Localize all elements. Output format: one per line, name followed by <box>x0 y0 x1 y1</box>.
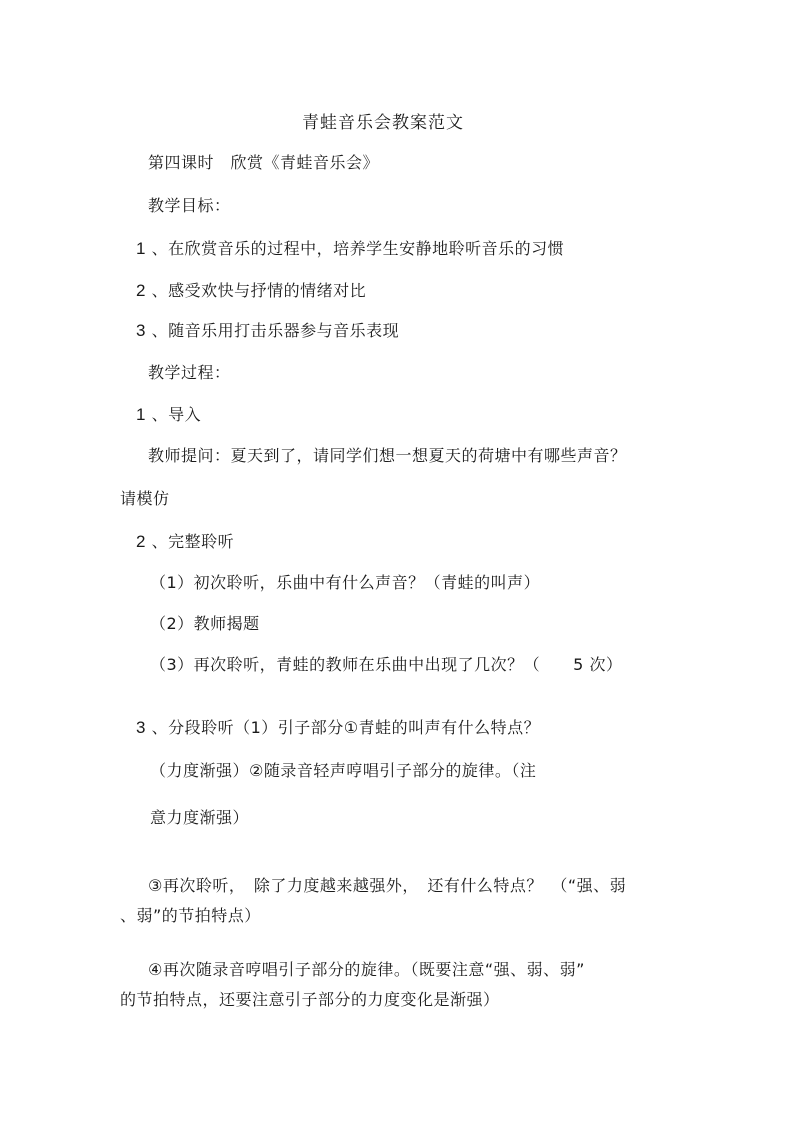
paragraph-line: 意力度渐强） <box>150 808 250 827</box>
paragraph-line: ④再次随录音哼唱引子部分的旋律。（既要注意“强、弱、弱” <box>148 960 585 979</box>
paragraph-line: 的节拍特点，还要注意引子部分的力度变化是渐强） <box>120 990 500 1009</box>
lesson-heading: 第四课时 欣赏《青蛙音乐会》 <box>148 153 380 172</box>
goal-text: 、感受欢快与抒情的情绪对比 <box>151 281 367 300</box>
goals-heading: 教学目标： <box>148 196 231 215</box>
goal-text: 、随音乐用打击乐器参与音乐表现 <box>151 321 400 340</box>
list-item: （1）初次聆听，乐曲中有什么声音？（青蛙的叫声） <box>150 573 541 592</box>
goal-number: 3 <box>136 321 146 340</box>
step-heading <box>136 405 201 425</box>
goal-item <box>136 281 366 301</box>
step-text: 、分段聆听（1）引子部分①青蛙的叫声有什么特点？ <box>151 718 541 737</box>
step-heading <box>136 532 234 552</box>
step-number: 3 <box>136 718 146 737</box>
step-heading <box>136 718 540 738</box>
step-text: 、导入 <box>151 405 202 424</box>
step-text: 、完整聆听 <box>151 532 235 551</box>
step-number: 1 <box>136 405 146 424</box>
paragraph-line: 请模仿 <box>120 489 170 508</box>
process-heading: 教学过程： <box>148 363 231 382</box>
step-number: 2 <box>136 532 146 551</box>
paragraph-line: （力度渐强）②随录音轻声哼唱引子部分的旋律。（注 <box>150 761 537 780</box>
paragraph-line: ③再次聆听， 除了力度越来越强外， 还有什么特点？ （“强、弱 <box>148 876 627 895</box>
paragraph-line: 、弱”的节拍特点） <box>120 906 261 925</box>
goal-number: 2 <box>136 281 146 300</box>
paragraph-line: 教师提问：夏天到了，请同学们想一想夏天的荷塘中有哪些声音？ <box>148 446 627 465</box>
goal-item <box>136 239 564 259</box>
list-item: （3）再次聆听，青蛙的教师在乐曲中出现了几次？（ 5 次） <box>150 655 623 674</box>
goal-text: 、在欣赏音乐的过程中，培养学生安静地聆听音乐的习惯 <box>151 239 565 258</box>
document-title: 青蛙音乐会教案范文 <box>302 113 464 133</box>
list-item: （2）教师揭题 <box>150 614 260 633</box>
goal-number: 1 <box>136 239 146 258</box>
goal-item <box>136 321 399 341</box>
